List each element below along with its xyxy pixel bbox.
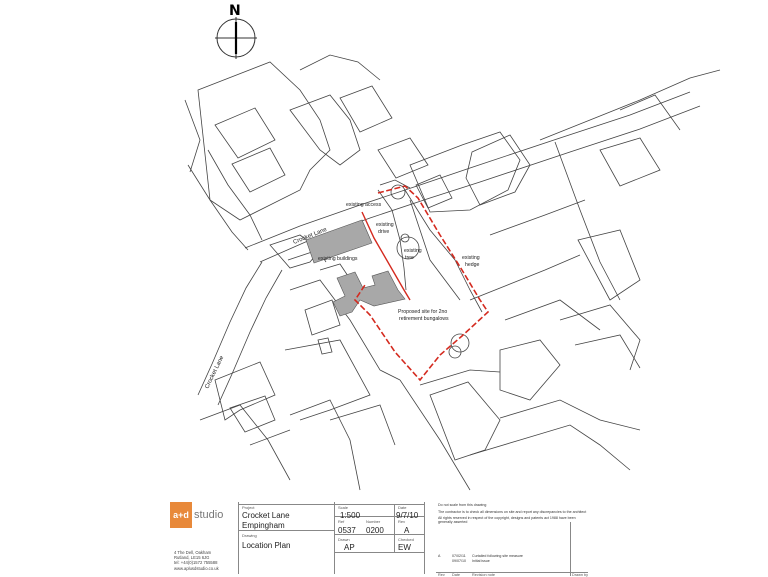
address-line: 4 The Dell, Oakham [174,550,212,555]
checked-value: EW [398,543,411,552]
project-label: Project [242,505,255,510]
logo-mark: a+d [170,502,192,528]
revision-date: 07/02/11 [452,554,466,558]
drawing-label: Drawing [242,533,257,538]
existing-hedge-label-2: hedge [465,262,480,268]
scale-label: Scale [338,505,349,510]
revision-header-date: Date [452,573,461,577]
revision-header-drawn-by: Drawn by [572,573,589,577]
drawing-title: Location Plan [242,541,291,550]
north-label: N [229,3,241,19]
scale-value: 1:500 [340,511,361,520]
note-line: The contractor is to check all dimensions on site and report any discrepancies to the architect [438,510,587,514]
logo-word: studio [194,509,224,521]
revision-header-rev: Rev [438,573,445,577]
address-line: tel: +44(0)1572 755588 [174,560,218,566]
divider [334,552,424,553]
ref-value: 0537 [338,526,356,535]
ref-label: Ref [338,519,345,524]
divider [394,504,395,552]
proposed-site-label-2: retirement bungalows [399,316,449,322]
map-linework [185,55,720,490]
checked-label: Checked [398,537,414,542]
road-label-south: Crocket Lane [204,355,226,390]
revision-header-note: Revision note [472,573,496,577]
studio-logo [170,502,240,528]
project-line-2: Empingham [242,521,285,530]
address-line: Rutland, LE15 6JG [174,555,210,561]
existing-tree-label-2: tree [405,255,414,261]
divider [570,522,571,576]
existing-hedge-label-1: existing [462,255,480,261]
proposed-site-label-1: Proposed site for 2no [398,309,448,315]
note-line: Do not scale from this drawing [438,503,487,507]
existing-drive-label-2: drive [378,229,390,235]
note-line: generally asserted [438,520,468,524]
revision-rev: A [438,554,441,558]
existing-drive-label-1: existing [376,222,394,228]
address-line: www.aplusdstudio.co.uk [174,565,219,571]
project-line-1: Crocket Lane [242,511,290,520]
drawn-label: Drawn [338,537,350,542]
road-label-north: Crocket Lane [292,226,328,246]
rev-label: Rev [398,519,406,524]
drawn-value: AP [344,543,355,552]
studio-address [174,550,219,571]
existing-access-label: existing access [346,202,382,208]
note-line: All rights reserved in respect of the copyright, designs and patents act 1988 have been [438,516,576,520]
divider [238,502,239,574]
revision-note: Curtailed following site measure [472,554,523,558]
divider [424,502,425,574]
date-label: Date [398,505,407,510]
date-value: 9/7/10 [396,511,419,520]
title-block [170,500,588,576]
number-value: 0200 [366,526,384,535]
revision-note: Initial issue [472,559,490,563]
revision-date: 09/07/10 [452,559,466,563]
number-label: Number [366,519,381,524]
rev-value: A [404,526,410,535]
existing-buildings-label: existing buildings [318,256,358,262]
north-arrow [215,3,257,59]
divider [334,502,335,574]
existing-tree-label-1: existing [404,248,422,254]
divider [238,530,334,531]
